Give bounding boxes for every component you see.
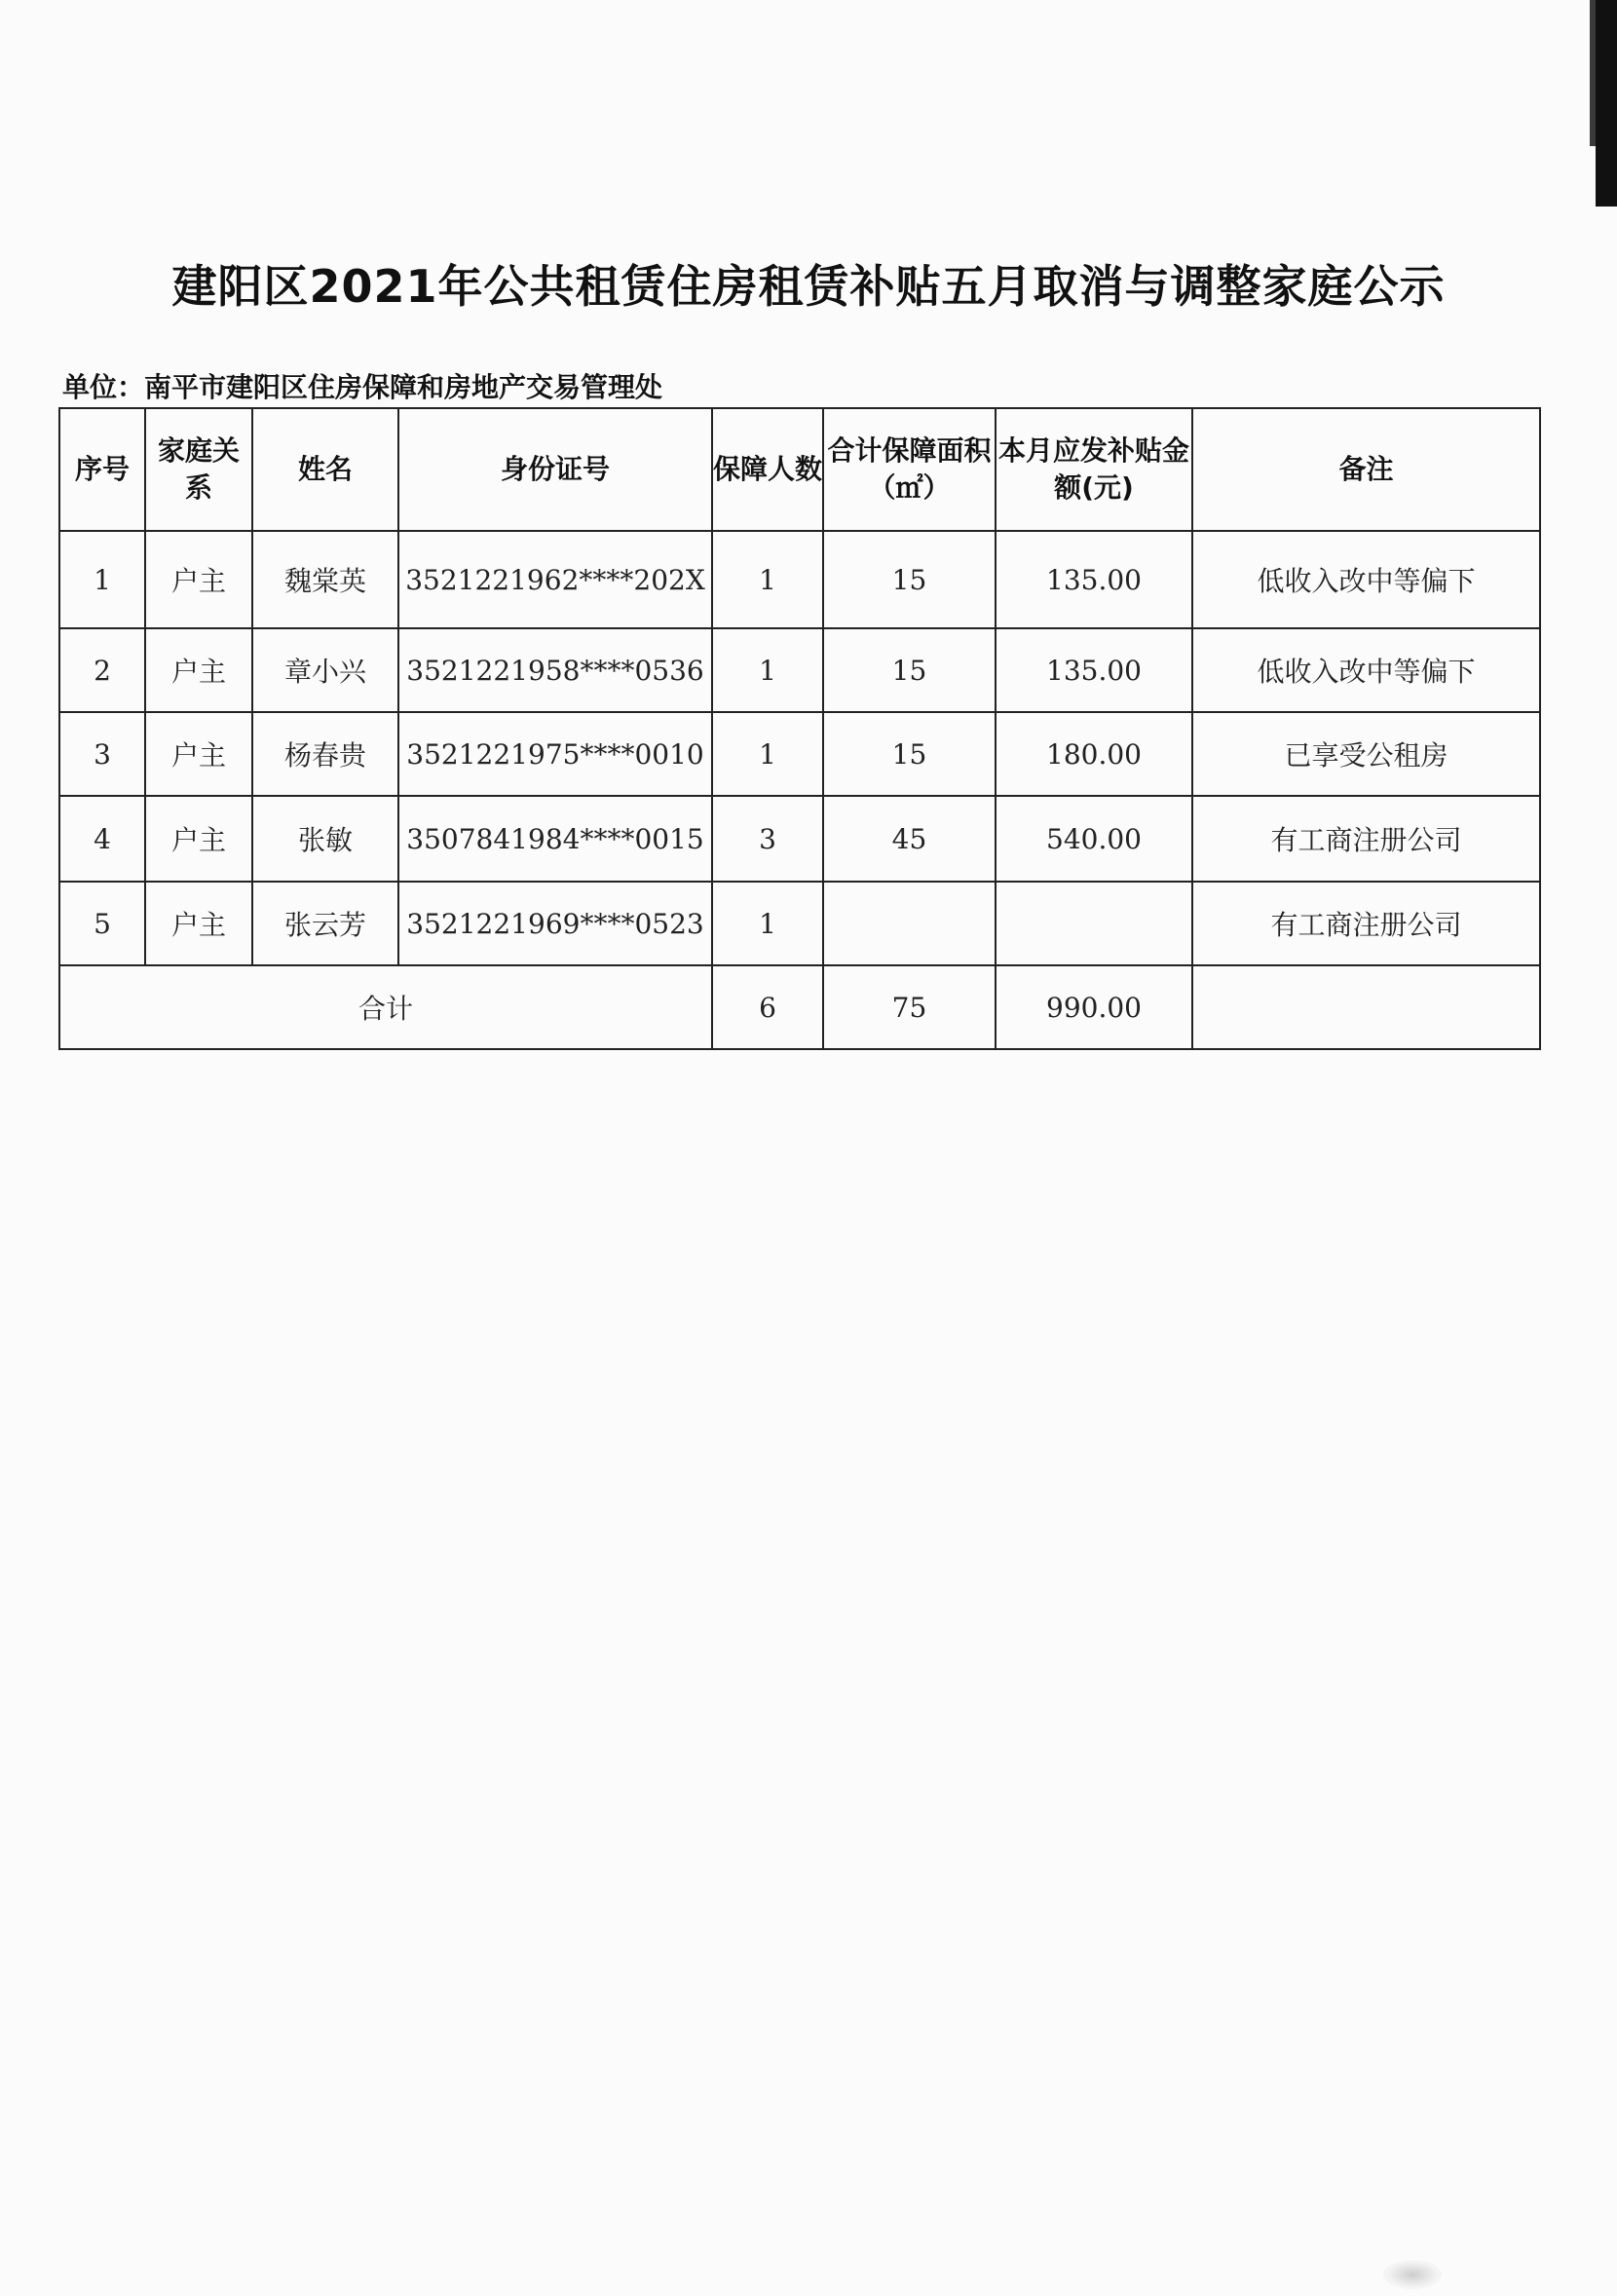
cell-name: 张云芳 bbox=[252, 882, 398, 965]
cell-relation: 户主 bbox=[145, 796, 252, 882]
table-row bbox=[59, 882, 1540, 965]
cell-name: 张敏 bbox=[252, 796, 398, 882]
header-persons: 保障人数 bbox=[712, 408, 823, 531]
cell-remark: 有工商注册公司 bbox=[1192, 796, 1540, 882]
cell-area: 45 bbox=[823, 796, 996, 882]
cell-name: 章小兴 bbox=[252, 628, 398, 712]
total-amount: 990.00 bbox=[996, 965, 1192, 1049]
cell-persons: 1 bbox=[712, 882, 823, 965]
header-name: 姓名 bbox=[252, 408, 398, 531]
cell-persons: 1 bbox=[712, 712, 823, 796]
cell-name: 杨春贵 bbox=[252, 712, 398, 796]
cell-relation: 户主 bbox=[145, 712, 252, 796]
cell-id-number: 3507841984****0015 bbox=[398, 796, 712, 882]
document-title: 建阳区2021年公共租赁住房租赁补贴五月取消与调整家庭公示 bbox=[171, 260, 1446, 313]
cell-persons: 3 bbox=[712, 796, 823, 882]
total-remark bbox=[1192, 965, 1540, 1049]
notice-table bbox=[58, 407, 1541, 1050]
cell-remark: 有工商注册公司 bbox=[1192, 882, 1540, 965]
cell-remark: 低收入改中等偏下 bbox=[1192, 628, 1540, 712]
header-amount: 本月应发补贴金额(元) bbox=[996, 408, 1192, 531]
cell-remark: 低收入改中等偏下 bbox=[1192, 531, 1540, 628]
total-persons: 6 bbox=[712, 965, 823, 1049]
table-row bbox=[59, 628, 1540, 712]
cell-area bbox=[823, 882, 996, 965]
header-relation: 家庭关系 bbox=[145, 408, 252, 531]
cell-id-number: 3521221958****0536 bbox=[398, 628, 712, 712]
cell-id-number: 3521221975****0010 bbox=[398, 712, 712, 796]
header-id-number: 身份证号 bbox=[398, 408, 712, 531]
cell-amount bbox=[996, 882, 1192, 965]
cell-area: 15 bbox=[823, 712, 996, 796]
cell-relation: 户主 bbox=[145, 628, 252, 712]
cell-remark: 已享受公租房 bbox=[1192, 712, 1540, 796]
cell-seq: 1 bbox=[59, 531, 145, 628]
cell-seq: 2 bbox=[59, 628, 145, 712]
table-header-row bbox=[59, 408, 1540, 531]
cell-seq: 4 bbox=[59, 796, 145, 882]
cell-area: 15 bbox=[823, 531, 996, 628]
total-area: 75 bbox=[823, 965, 996, 1049]
header-remark: 备注 bbox=[1192, 408, 1540, 531]
table-total-row bbox=[59, 965, 1540, 1049]
scan-smudge bbox=[1383, 2260, 1442, 2289]
total-label: 合计 bbox=[59, 965, 712, 1049]
table-row bbox=[59, 796, 1540, 882]
cell-amount: 180.00 bbox=[996, 712, 1192, 796]
cell-area: 15 bbox=[823, 628, 996, 712]
cell-persons: 1 bbox=[712, 531, 823, 628]
cell-id-number: 3521221969****0523 bbox=[398, 882, 712, 965]
cell-relation: 户主 bbox=[145, 531, 252, 628]
cell-persons: 1 bbox=[712, 628, 823, 712]
cell-id-number: 3521221962****202X bbox=[398, 531, 712, 628]
cell-name: 魏棠英 bbox=[252, 531, 398, 628]
cell-amount: 135.00 bbox=[996, 531, 1192, 628]
cell-seq: 5 bbox=[59, 882, 145, 965]
table-row bbox=[59, 531, 1540, 628]
scan-border-edge bbox=[1596, 0, 1617, 207]
scan-border-shadow bbox=[1590, 0, 1596, 146]
cell-seq: 3 bbox=[59, 712, 145, 796]
cell-amount: 540.00 bbox=[996, 796, 1192, 882]
table-row bbox=[59, 712, 1540, 796]
header-area: 合计保障面积（㎡） bbox=[823, 408, 996, 531]
issuing-unit: 单位：南平市建阳区住房保障和房地产交易管理处 bbox=[62, 371, 663, 403]
header-seq: 序号 bbox=[59, 408, 145, 531]
cell-amount: 135.00 bbox=[996, 628, 1192, 712]
cell-relation: 户主 bbox=[145, 882, 252, 965]
